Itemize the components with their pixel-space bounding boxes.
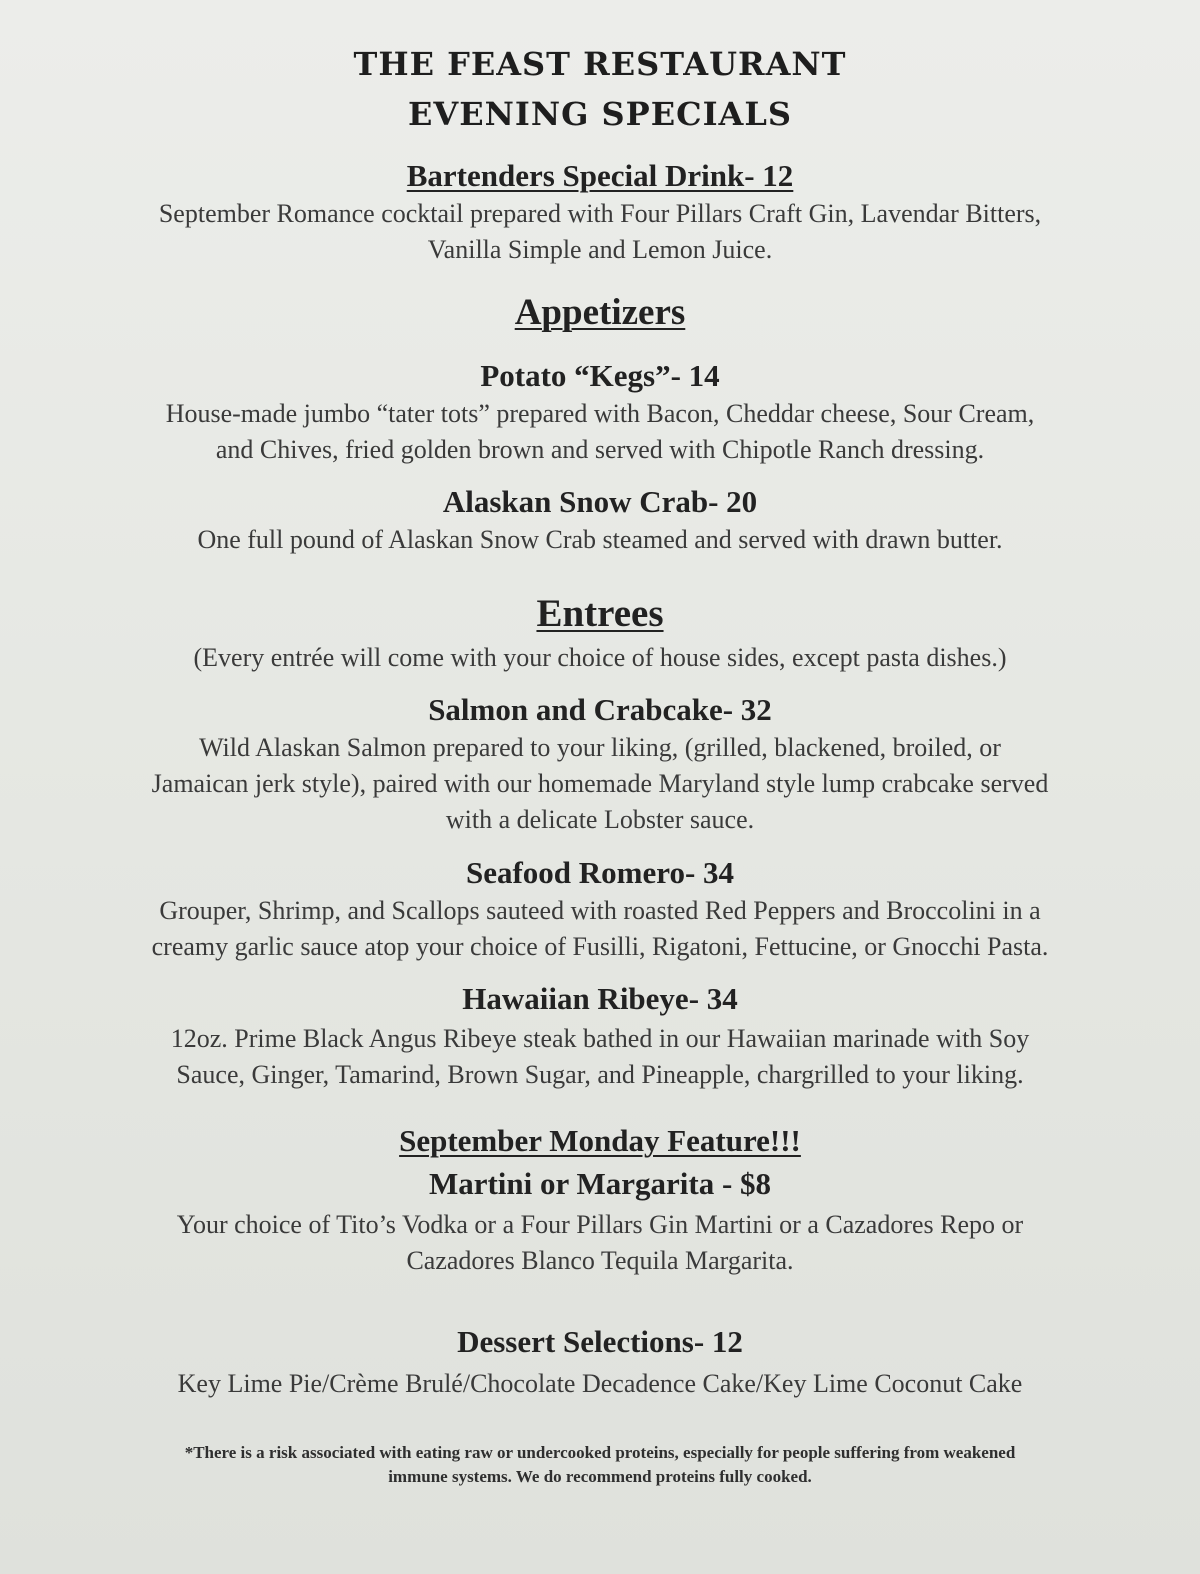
description-line: Your choice of Tito’s Vodka or a Four Pillars Gin Martini or a Cazadores Repo or (176, 1210, 1024, 1239)
description-line: Vanilla Simple and Lemon Juice. (427, 235, 773, 264)
menu-item-description (0, 396, 1200, 468)
menu-item-name: Seafood Romero- 34 (465, 855, 735, 890)
description-line: One full pound of Alaskan Snow Crab steamed and served with drawn butter. (197, 525, 1003, 554)
menu-item-name: Hawaiian Ribeye- 34 (462, 981, 738, 1016)
disclaimer-line: *There is a risk associated with eating raw or undercooked proteins, especially for people suffering from weakened (184, 1443, 1016, 1462)
feature-heading-text: September Monday Feature!!! (399, 1123, 801, 1158)
drink-special-heading (0, 160, 1200, 191)
menu-item-description (0, 1207, 1200, 1279)
description-line: Cazadores Blanco Tequila Margarita. (406, 1246, 794, 1275)
description-line: House-made jumbo “tater tots” prepared with Bacon, Cheddar cheese, Sour Cream, (165, 399, 1035, 428)
disclaimer-line: immune systems. We do recommend proteins fully cooked. (388, 1467, 812, 1486)
description-line: 12oz. Prime Black Angus Ribeye steak bathed in our Hawaiian marinade with Soy (170, 1024, 1030, 1053)
appetizers-section-heading (0, 294, 1200, 331)
description-line: creamy garlic sauce atop your choice of Fusilli, Rigatoni, Fettucine, or Gnocchi Pasta. (151, 932, 1049, 961)
page-title: EVENING SPECIALS (408, 95, 792, 133)
menu-item-description (0, 730, 1200, 838)
description-line: Sauce, Ginger, Tamarind, Brown Sugar, and Pineapple, chargrilled to your liking. (176, 1060, 1024, 1089)
menu-item-name: Potato “Kegs”- 14 (480, 358, 720, 393)
dessert-heading: Dessert Selections- 12 (457, 1324, 743, 1359)
menu-item-description (0, 522, 1200, 558)
description-line: Wild Alaskan Salmon prepared to your liking, (grilled, blackened, broiled, or (199, 733, 1001, 762)
menu-item-name: Alaskan Snow Crab- 20 (442, 484, 758, 519)
entrees-heading-text: Entrees (536, 592, 664, 635)
entrees-note: (Every entrée will come with your choice of house sides, except pasta dishes.) (193, 643, 1007, 672)
description-line: Grouper, Shrimp, and Scallops sauteed with roasted Red Peppers and Broccolini in a (159, 896, 1041, 925)
description-line: and Chives, fried golden brown and served with Chipotle Ranch dressing. (215, 435, 985, 464)
description-line: Jamaican jerk style), paired with our homemade Maryland style lump crabcake served (151, 769, 1049, 798)
entrees-section-heading (0, 594, 1200, 633)
menu-item-description (0, 893, 1200, 965)
restaurant-name: THE FEAST RESTAURANT (353, 45, 847, 83)
menu-item-name: Salmon and Crabcake- 32 (428, 692, 772, 727)
menu-item-name: Martini or Margarita - $8 (428, 1166, 772, 1201)
appetizers-heading-text: Appetizers (514, 292, 686, 333)
drink-special-description (0, 196, 1200, 268)
description-line: September Romance cocktail prepared with Four Pillars Craft Gin, Lavendar Bitters, (158, 199, 1042, 228)
description-line: with a delicate Lobster sauce. (445, 805, 755, 834)
dessert-list: Key Lime Pie/Crème Brulé/Chocolate Decadence Cake/Key Lime Coconut Cake (177, 1369, 1023, 1398)
drink-special-heading-text: Bartenders Special Drink- 12 (406, 158, 794, 193)
feature-section-heading (0, 1125, 1200, 1156)
menu-item-description (0, 1021, 1200, 1093)
disclaimer (0, 1441, 1200, 1489)
